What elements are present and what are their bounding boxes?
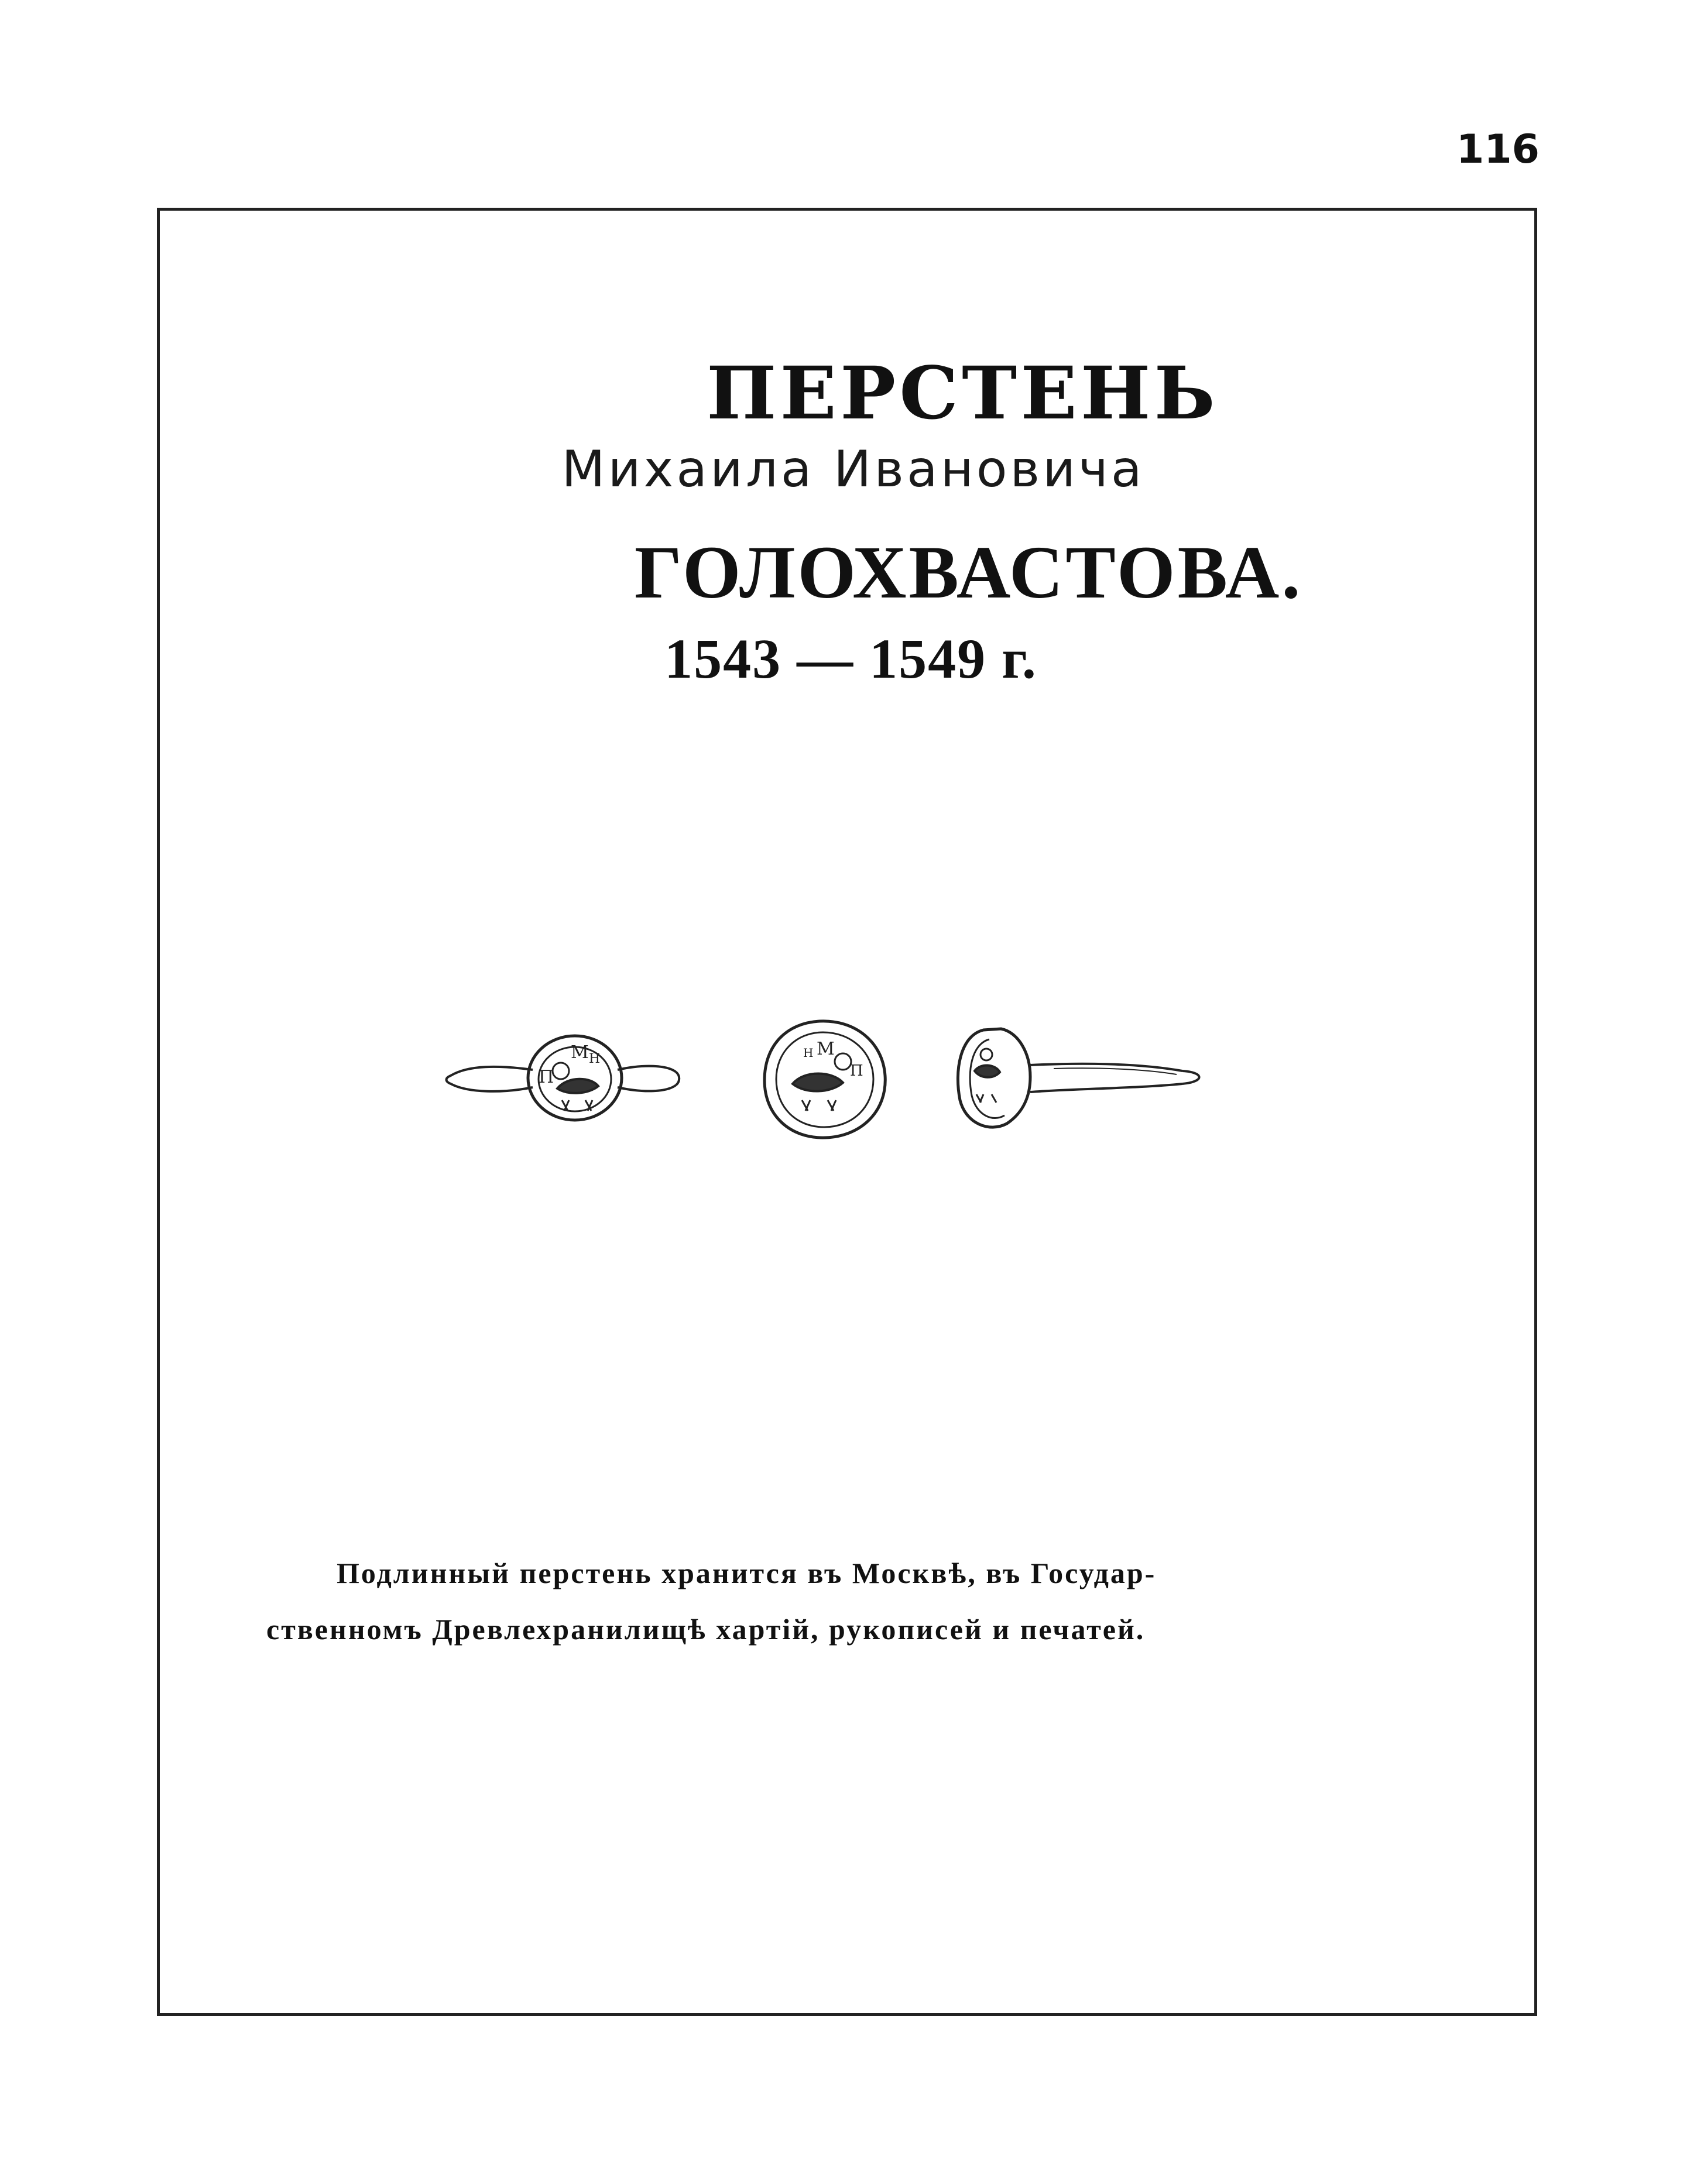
ring-seal-face-view — [764, 1021, 885, 1138]
ring-front-view — [447, 1036, 680, 1120]
heading-owner-surname: ГОЛОХВАСТОВА. — [634, 531, 1303, 614]
svg-text:П: П — [850, 1062, 863, 1080]
svg-text:М: М — [571, 1042, 589, 1063]
heading-title: ПЕРСТЕНЬ — [706, 351, 1219, 436]
svg-text:Н: Н — [803, 1046, 814, 1060]
caption-line-1: Подлинный перстень хранится въ Москвѣ, въ Государ- — [337, 1557, 1157, 1589]
page-number: 116 — [1456, 126, 1540, 173]
svg-text:Н: Н — [589, 1052, 601, 1066]
svg-text:П: П — [539, 1067, 554, 1087]
caption-line-2: ственномъ Древлехранилищѣ хартій, рукописей и печатей. — [266, 1613, 1146, 1646]
ring-illustration — [445, 1007, 1218, 1147]
ring-side-view — [958, 1029, 1199, 1127]
svg-text:М: М — [817, 1039, 835, 1059]
heading-dates: 1543 — 1549 г. — [664, 627, 1037, 690]
caption — [266, 1545, 1408, 1657]
heading-owner-name: Михаила Ивановича — [561, 440, 1145, 499]
